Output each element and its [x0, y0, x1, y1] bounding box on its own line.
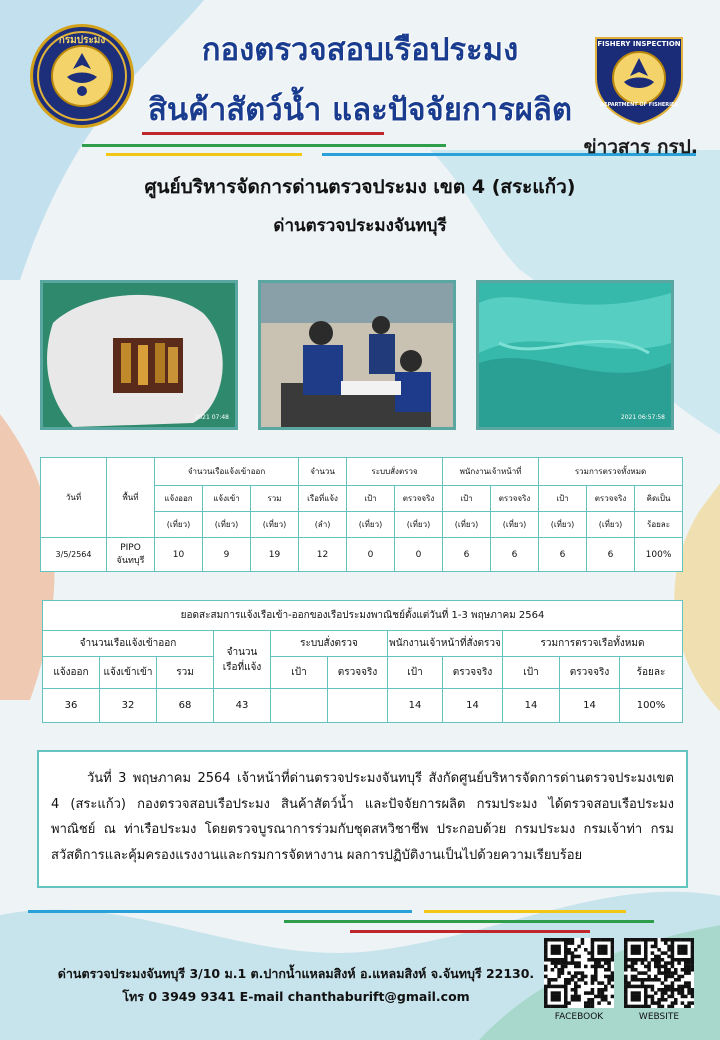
daily-unit: (เที่ยว): [347, 512, 395, 538]
daily-subheader: เป้า: [539, 486, 587, 512]
col-reports-header: จำนวนเรือแจ้งเข้าออก: [155, 458, 299, 486]
col-area-header: พื้นที่: [107, 458, 155, 538]
cumulative-subheader: เป้า: [271, 657, 328, 689]
cumulative-table-title: ยอดสะสมการแจ้งเรือเข้า-ออกของเรือประมงพาณิชย์ตั้งแต่วันที่ 1-3 พฤษภาคม 2564: [43, 601, 683, 631]
daily-value: 0: [395, 538, 443, 572]
cumulative-value: 68: [157, 689, 214, 723]
col-total-header: รวมการตรวจทั้งหมด: [539, 458, 683, 486]
cumulative-value: 43: [214, 689, 271, 723]
daily-subheader: แจ้งออก: [155, 486, 203, 512]
footer-contact: โทร 0 3949 9341 E-mail chanthaburift@gmail.com: [122, 989, 470, 1004]
row-date: 3/5/2564: [41, 538, 107, 572]
daily-unit: (เที่ยว): [203, 512, 251, 538]
col-date-header: วันที่: [41, 458, 107, 538]
facebook-qr-label: FACEBOOK: [554, 1012, 604, 1022]
daily-value: 6: [539, 538, 587, 572]
daily-value: 0: [347, 538, 395, 572]
facebook-qr-code[interactable]: [544, 938, 614, 1008]
row-area: PIPO จันทบุรี: [107, 538, 155, 572]
cumulative-value: 32: [100, 689, 157, 723]
logo-right-text: FISHERY INSPECTION: [597, 40, 681, 48]
cumulative-subheader: แจ้งเข้าเข้า: [100, 657, 157, 689]
cumulative-value: 14: [503, 689, 560, 723]
col-reports-header: จำนวนเรือแจ้งเข้าออก: [43, 631, 214, 657]
daily-unit: (ลำ): [299, 512, 347, 538]
photo-nets: [476, 280, 674, 430]
daily-unit: (เที่ยว): [395, 512, 443, 538]
header-title-line1: กองตรวจสอบเรือประมง: [201, 32, 519, 68]
footer-address: ด่านตรวจประมงจันทบุรี 3/10 ม.1 ต.ปากน้ำแหลมสิงห์ อ.แหลมสิงห์ จ.จันทบุรี 22130.: [57, 966, 535, 981]
cumulative-value: 14: [560, 689, 620, 723]
footer-divider-green: [284, 920, 654, 923]
col-count-header: จำนวน: [299, 458, 347, 486]
photo-bag-stamp: 2021 07:48: [194, 413, 229, 421]
col-system-header: ระบบสั่งตรวจ: [271, 631, 388, 657]
cumulative-subheader: ตรวจจริง: [560, 657, 620, 689]
col-total-header: รวมการตรวจเรือทั้งหมด: [503, 631, 683, 657]
cumulative-subheader: ตรวจจริง: [328, 657, 388, 689]
footer-divider-blue: [28, 910, 412, 913]
daily-subheader: ตรวจจริง: [587, 486, 635, 512]
cumulative-subheader: แจ้งออก: [43, 657, 100, 689]
center-subtitle: ด่านตรวจประมงจันทบุรี: [273, 216, 447, 236]
daily-value: 12: [299, 538, 347, 572]
cumulative-value: 14: [388, 689, 443, 723]
daily-value: 6: [587, 538, 635, 572]
fisheries-department-logo: [30, 24, 134, 128]
cumulative-value: [271, 689, 328, 723]
divider-green: [82, 144, 446, 147]
daily-value: 10: [155, 538, 203, 572]
daily-value: 6: [491, 538, 539, 572]
cumulative-subheader: รวม: [157, 657, 214, 689]
daily-unit: (เที่ยว): [587, 512, 635, 538]
cumulative-subheader: ตรวจจริง: [443, 657, 503, 689]
logo-right-bottom-text: DEPARTMENT OF FISHERIES: [600, 102, 679, 108]
daily-inspection-table: [40, 457, 683, 572]
daily-value: 6: [443, 538, 491, 572]
daily-unit: (เที่ยว): [443, 512, 491, 538]
daily-unit: (เที่ยว): [491, 512, 539, 538]
daily-subheader: เรือที่แจ้ง: [299, 486, 347, 512]
logo-left-text: กรมประมง: [58, 35, 106, 46]
daily-unit: (เที่ยว): [155, 512, 203, 538]
cumulative-inspection-table: [42, 600, 683, 723]
daily-subheader: ตรวจจริง: [395, 486, 443, 512]
daily-subheader: ตรวจจริง: [491, 486, 539, 512]
fishery-inspection-logo: [586, 26, 692, 126]
divider-yellow: [106, 153, 302, 156]
daily-subheader: เป้า: [443, 486, 491, 512]
cumulative-subheader: เป้า: [388, 657, 443, 689]
daily-value: 9: [203, 538, 251, 572]
daily-unit: (เที่ยว): [539, 512, 587, 538]
cumulative-value: 14: [443, 689, 503, 723]
footer-divider-yellow: [424, 910, 626, 913]
col-officer-header: พนักงานเจ้าหน้าที่: [443, 458, 539, 486]
website-qr-code[interactable]: [624, 938, 694, 1008]
photo-bag: [40, 280, 238, 430]
col-system-header: ระบบสั่งตรวจ: [347, 458, 443, 486]
photo-nets-stamp: 2021 06:57:58: [620, 413, 665, 421]
daily-value: 19: [251, 538, 299, 572]
summary-text: วันที่ 3 พฤษภาคม 2564 เจ้าหน้าที่ด่านตรวจประมงจันทบุรี สังกัดศูนย์บริหารจัดการด่านตรวจประมงเขต 4 (สระแก้ว) กองตรวจสอบเรือประมง สินค้าสัตว์น้ำ และปัจจัยการผลิต กรมประมง ได้ตรวจสอบเรือประมงพาณิชย์ ณ ท่าเรือประมง โดยตรวจบูรณาการร่วมกับชุดสหวิชาชีพ ประกอบด้วย กรมประมง กรมเจ้าท่า กรมสวัสดิการและคุ้มครองแรงงานและกรมการจัดหางาน ผลการปฏิบัติงานเป็นไปด้วยความเรียบร้อย: [37, 750, 688, 888]
col-officer-header: พนักงานเจ้าหน้าที่สั่งตรวจ: [388, 631, 503, 657]
cumulative-subheader: เป้า: [503, 657, 560, 689]
daily-subheader: คิดเป็น: [635, 486, 683, 512]
daily-unit: (เที่ยว): [251, 512, 299, 538]
daily-subheader: รวม: [251, 486, 299, 512]
website-qr-label: WEBSITE: [638, 1012, 680, 1022]
cumulative-value: 100%: [620, 689, 683, 723]
footer-divider-red: [350, 930, 590, 933]
col-count-header: จำนวนเรือที่แจ้ง: [214, 631, 271, 689]
daily-value: 100%: [635, 538, 683, 572]
center-title: ศูนย์บริหารจัดการด่านตรวจประมง เขต 4 (สระแก้ว): [144, 176, 576, 198]
news-tag: ข่าวสาร กรป.: [583, 136, 698, 158]
cumulative-value: 36: [43, 689, 100, 723]
daily-subheader: เป้า: [347, 486, 395, 512]
daily-subheader: แจ้งเข้า: [203, 486, 251, 512]
cumulative-subheader: ร้อยละ: [620, 657, 683, 689]
daily-unit: ร้อยละ: [635, 512, 683, 538]
divider-red: [142, 132, 384, 135]
photo-inspection: [258, 280, 456, 430]
cumulative-value: [328, 689, 388, 723]
header-title-line2: สินค้าสัตว์น้ำ และปัจจัยการผลิต: [147, 92, 573, 128]
